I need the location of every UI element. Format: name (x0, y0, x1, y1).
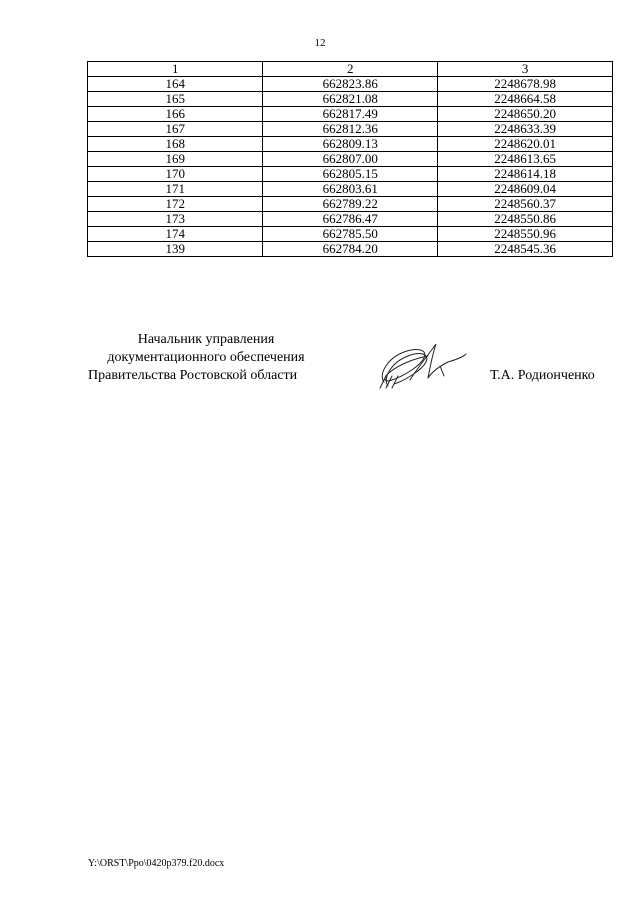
column-header: 2 (263, 62, 438, 77)
signer-name: Т.А. Родионченко (490, 368, 595, 383)
table-header-row (88, 62, 613, 77)
x-coordinate-cell: 662789.22 (263, 197, 438, 212)
y-coordinate-cell: 2248650.20 (438, 107, 613, 122)
table-row (88, 212, 613, 227)
y-coordinate-cell: 2248613.65 (438, 152, 613, 167)
y-coordinate-cell: 2248550.86 (438, 212, 613, 227)
x-coordinate-cell: 662807.00 (263, 152, 438, 167)
y-coordinate-cell: 2248560.37 (438, 197, 613, 212)
table-row (88, 152, 613, 167)
handwritten-signature (370, 336, 470, 396)
table-row (88, 242, 613, 257)
point-number-cell: 168 (88, 137, 263, 152)
signature-scribble (370, 336, 470, 396)
point-number-cell: 164 (88, 77, 263, 92)
y-coordinate-cell: 2248620.01 (438, 137, 613, 152)
x-coordinate-cell: 662803.61 (263, 182, 438, 197)
point-number-cell: 171 (88, 182, 263, 197)
page-number: 12 (314, 37, 326, 49)
column-header: 1 (88, 62, 263, 77)
point-number-cell: 167 (88, 122, 263, 137)
signer-position-line: Правительства Ростовской области (88, 368, 298, 383)
point-number-cell: 166 (88, 107, 263, 122)
x-coordinate-cell: 662812.36 (263, 122, 438, 137)
file-path-footer: Y:\ORST\Ppo\0420p379.f20.docx (88, 858, 225, 869)
point-number-cell: 139 (88, 242, 263, 257)
signer-position-line: Начальник управления (137, 332, 275, 347)
table-row (88, 182, 613, 197)
signer-position-line: документационного обеспечения (107, 350, 305, 365)
point-number-cell: 170 (88, 167, 263, 182)
table-row (88, 122, 613, 137)
point-number-cell: 169 (88, 152, 263, 167)
x-coordinate-cell: 662786.47 (263, 212, 438, 227)
x-coordinate-cell: 662785.50 (263, 227, 438, 242)
x-coordinate-cell: 662817.49 (263, 107, 438, 122)
y-coordinate-cell: 2248614.18 (438, 167, 613, 182)
x-coordinate-cell: 662805.15 (263, 167, 438, 182)
signer-position (88, 331, 324, 385)
x-coordinate-cell: 662809.13 (263, 137, 438, 152)
x-coordinate-cell: 662823.86 (263, 77, 438, 92)
y-coordinate-cell: 2248664.58 (438, 92, 613, 107)
y-coordinate-cell: 2248550.96 (438, 227, 613, 242)
point-number-cell: 173 (88, 212, 263, 227)
y-coordinate-cell: 2248545.36 (438, 242, 613, 257)
point-number-cell: 165 (88, 92, 263, 107)
table-row (88, 92, 613, 107)
point-number-cell: 174 (88, 227, 263, 242)
table-row (88, 227, 613, 242)
table-row (88, 197, 613, 212)
y-coordinate-cell: 2248678.98 (438, 77, 613, 92)
x-coordinate-cell: 662784.20 (263, 242, 438, 257)
column-header: 3 (438, 62, 613, 77)
coordinates-table (87, 61, 613, 257)
x-coordinate-cell: 662821.08 (263, 92, 438, 107)
point-number-cell: 172 (88, 197, 263, 212)
y-coordinate-cell: 2248633.39 (438, 122, 613, 137)
table-row (88, 167, 613, 182)
table-row (88, 107, 613, 122)
table-row (88, 77, 613, 92)
table-row (88, 137, 613, 152)
y-coordinate-cell: 2248609.04 (438, 182, 613, 197)
